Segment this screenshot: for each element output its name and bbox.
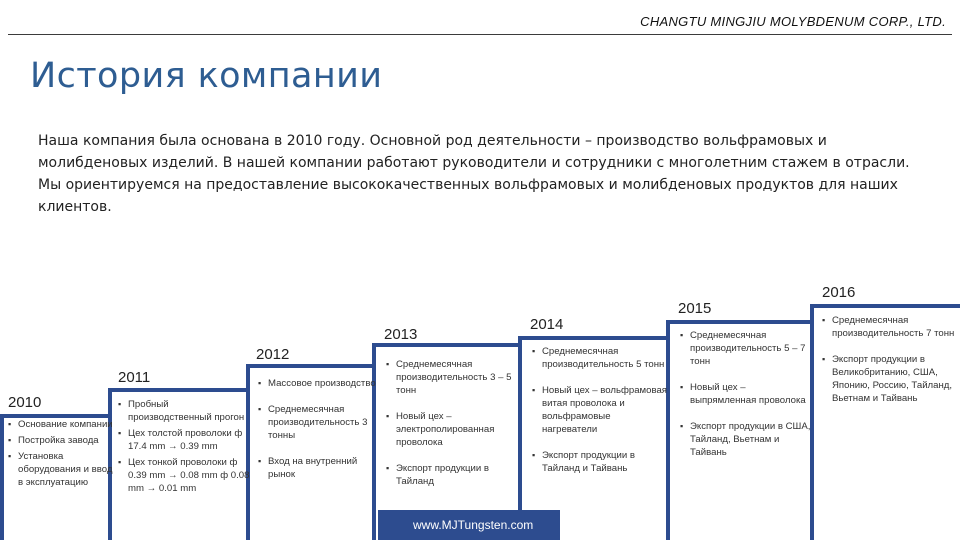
year-label-2012: 2012: [256, 346, 290, 363]
step-top-2014: [518, 336, 668, 340]
list-item: ▪ Среднемесячная производительность 5 тонн: [542, 345, 668, 371]
list-item: ▪ Цех толстой проволоки ф 17.4 mm → 0.39 mm: [128, 427, 250, 453]
items-2010: [8, 418, 116, 492]
list-item: ▪ Новый цех – выпрямленная проволока: [690, 381, 814, 407]
year-label-2014: 2014: [530, 316, 564, 333]
list-item: ▪ Массовое производство: [268, 377, 376, 390]
website-link[interactable]: www.MJTungsten.com: [413, 518, 534, 532]
items-2016: [822, 314, 960, 418]
list-item: ▪ Экспорт продукции в США, Тайланд, Вьетнам и Тайвань: [690, 420, 814, 459]
step-top-2011: [108, 388, 248, 392]
step-top-2013: [372, 343, 520, 347]
page-title: История компании: [30, 56, 383, 96]
list-item: ▪ Вход на внутренний рынок: [268, 455, 376, 481]
list-item: ▪ Экспорт продукции в Тайланд и Тайвань: [542, 449, 668, 475]
year-label-2013: 2013: [384, 326, 418, 343]
list-item: ▪ Экспорт продукции в Великобританию, США, Японию, Россию, Тайланд, Вьетнам и Тайвань: [832, 353, 960, 405]
list-item: ▪ Новый цех – электрополированная проволока: [396, 410, 522, 449]
list-item: ▪ Установка оборудования и ввод в эксплуатацию: [18, 450, 116, 489]
list-item: ▪ Основание компании: [18, 418, 116, 431]
step-top-2012: [246, 364, 374, 368]
list-item: ▪ Среднемесячная производительность 5 – 7 тонн: [690, 329, 814, 368]
list-item: ▪ Постройка завода: [18, 434, 116, 447]
items-2011: [118, 398, 250, 498]
step-bar-2010: [0, 414, 4, 540]
list-item: ▪ Новый цех – вольфрамовая витая проволока и вольфрамовые нагреватели: [542, 384, 668, 436]
list-item: ▪ Экспорт продукции в Тайланд: [396, 462, 522, 488]
list-item: ▪ Цех тонкой проволоки ф 0.39 mm → 0.08 mm ф 0.08 mm → 0.01 mm: [128, 456, 250, 495]
list-item: ▪ Среднемесячная производительность 7 тонн: [832, 314, 960, 340]
year-label-2015: 2015: [678, 300, 712, 317]
items-2015: [680, 329, 814, 472]
list-item: ▪ Пробный производственный прогон: [128, 398, 250, 424]
step-top-2016: [810, 304, 960, 308]
items-2014: [532, 345, 668, 488]
items-2013: [386, 358, 522, 501]
year-label-2010: 2010: [8, 394, 42, 411]
year-label-2011: 2011: [118, 369, 151, 386]
list-item: ▪ Среднемесячная производительность 3 тонны: [268, 403, 376, 442]
year-label-2016: 2016: [822, 284, 856, 301]
step-top-2015: [666, 320, 812, 324]
items-2012: [258, 377, 376, 494]
header-rule: [8, 34, 952, 35]
company-header: CHANGTU MINGJIU MOLYBDENUM CORP., LTD.: [640, 14, 946, 29]
list-item: ▪ Среднемесячная производительность 3 – 5 тонн: [396, 358, 522, 397]
intro-paragraph: Наша компания была основана в 2010 году. Основной род деятельности – производство вольфрамовых и молибденовых изделий. В нашей компании работают руководители и сотрудники с многолетним стажем в отрасли. Мы ориентируемся на предоставление высококачественных вольфрамовых и молибденовых продуктов для наших клиентов.: [38, 133, 910, 215]
